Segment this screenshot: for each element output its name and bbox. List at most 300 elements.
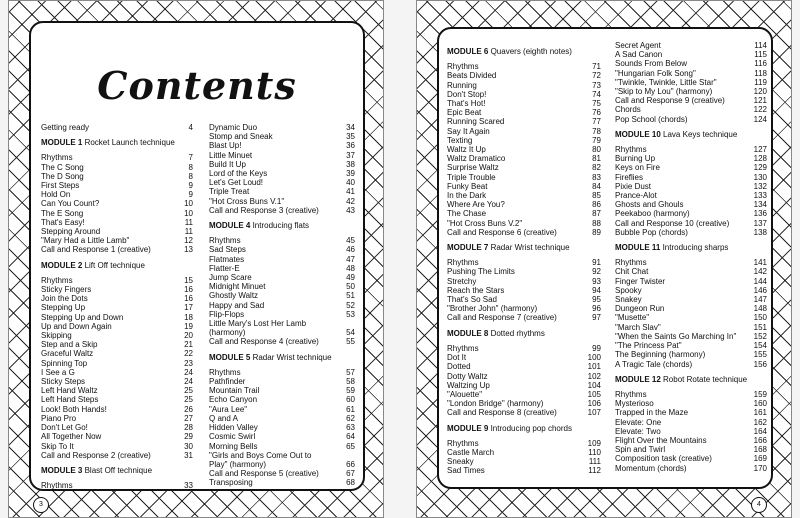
left-contents-panel [29, 21, 365, 491]
contents-entry [447, 71, 601, 80]
entry-page-number: 10 [184, 199, 193, 209]
entry-page-number: 166 [753, 435, 767, 445]
entry-page-number: 26 [184, 404, 193, 414]
entry-page-number: 97 [592, 313, 601, 323]
contents-entry [209, 319, 355, 328]
entry-title: Graceful Waltz [41, 349, 94, 359]
contents-entry [209, 469, 355, 478]
entry-title: Rhythms [447, 62, 479, 72]
module-number: MODULE 11 [615, 243, 661, 253]
contents-entry [41, 340, 193, 349]
module-number: MODULE 4 [209, 221, 251, 231]
entry-page-number: 132 [753, 181, 767, 191]
entry-page-number: 48 [346, 263, 355, 273]
entry-title: Little Mary's Lost Her Lamb [209, 319, 307, 329]
entry-title: Call and Response 6 (creative) [447, 227, 557, 237]
entry-title: Elevate: Two [615, 426, 661, 436]
contents-entry [209, 236, 355, 245]
entry-title: Prance-Alot [615, 191, 657, 201]
entry-page-number: 112 [588, 466, 601, 476]
entry-title: "Skip to My Lou" (harmony) [615, 87, 713, 97]
entry-title: Getting ready [41, 123, 90, 132]
contents-entry [41, 153, 193, 162]
entry-title: Don't Stop! [447, 89, 487, 99]
entry-title: Waltz It Up [447, 145, 486, 155]
entry-page-number: 7 [188, 153, 193, 163]
entry-title: Look! Both Hands! [41, 404, 107, 414]
entry-title: Rhythms [41, 275, 73, 285]
entry-page-number: 68 [346, 478, 355, 488]
entry-page-number: 30 [184, 441, 193, 451]
contents-entry [41, 414, 193, 423]
contents-entry [615, 313, 767, 322]
contents-entry [209, 255, 355, 264]
entry-page-number: 36 [346, 141, 355, 151]
entry-page-number: 17 [184, 303, 193, 313]
entry-page-number: 4 [188, 123, 193, 132]
contents-entry [615, 454, 767, 463]
contents-entry [41, 199, 193, 208]
entry-page-number: 28 [184, 423, 193, 433]
contents-entry [615, 332, 767, 341]
contents-entry [447, 277, 601, 286]
entry-page-number: 85 [592, 191, 601, 201]
module-heading [447, 243, 601, 252]
contents-entry [41, 123, 193, 132]
contents-entry [209, 395, 355, 404]
contents-entry [209, 197, 355, 206]
entry-title: All Together Now [41, 432, 102, 442]
contents-entry [615, 219, 767, 228]
module-number: MODULE 1 [41, 138, 83, 148]
entry-page-number: 15 [184, 275, 193, 285]
entry-title: Sticky Steps [41, 377, 86, 387]
entry-title: Dot It [447, 353, 467, 363]
entry-page-number [351, 451, 355, 460]
entry-title: The Chase [447, 209, 487, 219]
entry-page-number: 127 [753, 145, 767, 155]
module-title: Radar Wrist technique [252, 352, 332, 362]
entry-title: Call and Response 7 (creative) [447, 313, 557, 323]
entry-page-number: 104 [587, 380, 601, 390]
contents-entry [447, 99, 601, 108]
entry-title: Rhythms [447, 258, 479, 268]
entry-page-number: 95 [592, 295, 601, 305]
entry-title: Sounds From Below [615, 59, 688, 69]
entry-page-number: 83 [592, 172, 601, 182]
module-title: Introducing sharps [662, 243, 729, 253]
contents-entry [209, 245, 355, 254]
entry-title: Chords [615, 105, 641, 115]
entry-title: The D Song [41, 171, 84, 181]
contents-entry [41, 405, 193, 414]
module-heading [447, 47, 601, 56]
contents-entry [41, 359, 193, 368]
contents-entry [41, 227, 193, 236]
contents-entry [447, 439, 601, 448]
entry-title: Call and Response 10 (creative) [615, 218, 730, 228]
entry-page-number: 31 [184, 450, 193, 460]
entry-title: Step and a Skip [41, 340, 98, 350]
entry-title: Sticky Fingers [41, 285, 92, 295]
entry-title: Elevate: One [615, 417, 662, 427]
module-heading [209, 221, 355, 230]
entry-page-number: 74 [592, 89, 601, 99]
entry-page-number: 106 [587, 399, 601, 409]
entry-title: "Aura Lee" [209, 404, 248, 414]
module-title: Quavers (eighth notes) [490, 47, 572, 56]
contents-entry [41, 349, 193, 358]
contents-entry [209, 123, 355, 132]
contents-entry [41, 245, 193, 254]
entry-title: Sad Times [447, 466, 485, 476]
contents-entry [447, 286, 601, 295]
entry-title: Keys on Fire [615, 163, 660, 173]
entry-page-number [351, 319, 355, 328]
contents-entry [615, 464, 767, 473]
entry-title: Spooky [615, 285, 642, 295]
entry-page-number: 142 [753, 267, 767, 277]
entry-page-number: 156 [753, 359, 767, 369]
module-heading [447, 329, 601, 338]
module-number: MODULE 3 [41, 465, 83, 475]
contents-entry [447, 173, 601, 182]
entry-title: Build It Up [209, 159, 246, 169]
contents-entry [447, 108, 601, 117]
entry-title: Call and Response 5 (creative) [209, 469, 319, 479]
entry-page-number: 114 [754, 41, 767, 50]
entry-page-number: 111 [588, 457, 601, 467]
entry-page-number: 81 [592, 154, 601, 164]
entry-page-number: 19 [184, 321, 193, 331]
contents-entry [209, 151, 355, 160]
contents-entry [447, 117, 601, 126]
entry-page-number: 52 [346, 300, 355, 310]
entry-title: Running Scared [447, 117, 505, 127]
contents-entry [447, 81, 601, 90]
entry-page-number: 9 [188, 190, 193, 200]
entry-title: Texting [447, 135, 473, 145]
entry-page-number: 118 [754, 68, 767, 78]
entry-title: Dungeon Run [615, 304, 665, 314]
contents-entry [447, 191, 601, 200]
entry-title: Pixie Dust [615, 181, 652, 191]
left-page [8, 0, 384, 518]
entry-title: Epic Beat [447, 108, 482, 118]
entry-title: Play" (harmony) [209, 459, 267, 469]
contents-entry [615, 200, 767, 209]
entry-page-number: 79 [592, 135, 601, 145]
entry-page-number: 109 [587, 438, 601, 448]
module-heading [615, 243, 767, 252]
module-title: Radar Wrist technique [490, 243, 570, 253]
entry-page-number: 152 [753, 331, 767, 341]
entry-page-number: 50 [346, 282, 355, 292]
entry-page-number: 40 [346, 178, 355, 188]
entry-title: Sneaky [447, 457, 474, 467]
entry-title: Dynamic Duo [209, 123, 258, 132]
entry-title: Spinning Top [41, 358, 88, 368]
entry-page-number: 92 [592, 267, 601, 277]
entry-page-number: 39 [346, 169, 355, 179]
entry-page-number: 54 [346, 328, 355, 338]
entry-page-number: 45 [346, 236, 355, 246]
entry-page-number: 61 [346, 404, 355, 414]
entry-title: Left Hand Waltz [41, 386, 98, 396]
contents-entry [447, 209, 601, 218]
entry-title: Mysterioso [615, 399, 654, 409]
contents-entry [447, 362, 601, 371]
entry-page-number: 64 [346, 432, 355, 442]
entry-page-number: 22 [184, 349, 193, 359]
entry-title: Finger Twister [615, 276, 666, 286]
entry-page-number: 89 [592, 227, 601, 237]
module-heading [209, 353, 355, 362]
entry-page-number: 160 [753, 399, 767, 409]
entry-page-number: 128 [753, 154, 767, 164]
contents-entry [41, 209, 193, 218]
entry-title: Say It Again [447, 126, 490, 136]
contents-entry [447, 457, 601, 466]
entry-page-number: 82 [592, 163, 601, 173]
entry-title: A Tragic Tale (chords) [615, 359, 693, 369]
entry-page-number: 62 [346, 413, 355, 423]
entry-title: Castle March [447, 447, 495, 457]
entry-title: Let's Get Loud! [209, 178, 264, 188]
contents-entry [209, 273, 355, 282]
contents-entry [41, 285, 193, 294]
entry-title: Triple Treat [209, 187, 250, 197]
contents-entry [447, 313, 601, 322]
entry-title: Stepping Around [41, 227, 101, 237]
entry-title: Trapped in the Maze [615, 408, 689, 418]
contents-entry [615, 154, 767, 163]
entry-page-number: 115 [754, 50, 767, 60]
entry-page-number: 25 [184, 386, 193, 396]
entry-title: That's So Sad [447, 295, 497, 305]
contents-entry [615, 286, 767, 295]
entry-title: In the Dark [447, 191, 487, 201]
contents-entry [209, 160, 355, 169]
contents-entry [209, 451, 355, 460]
contents-entry [209, 368, 355, 377]
module-title: Rocket Launch technique [84, 138, 175, 148]
entry-title: Transposing [209, 478, 253, 488]
entry-page-number: 53 [346, 309, 355, 319]
entry-title: Bubble Pop (chords) [615, 227, 688, 237]
entry-title: Ghosts and Ghouls [615, 200, 684, 210]
entry-page-number: 8 [188, 171, 193, 181]
entry-page-number: 99 [592, 343, 601, 353]
entry-page-number: 162 [753, 417, 767, 427]
contents-entry [209, 377, 355, 386]
entry-title: Stomp and Sneak [209, 132, 273, 142]
entry-title: Waltz Dramatico [447, 154, 506, 164]
contents-entry [447, 372, 601, 381]
entry-page-number: 161 [753, 408, 767, 418]
contents-entry [615, 258, 767, 267]
entry-title: Hold On [41, 190, 71, 200]
module-heading [41, 261, 193, 270]
entry-title: "Mary Had a Little Lamb" [41, 236, 130, 246]
entry-title: Stepping Up and Down [41, 312, 124, 322]
contents-entry [615, 50, 767, 59]
contents-entry [41, 181, 193, 190]
contents-entry [41, 294, 193, 303]
page-title: Contents [97, 63, 297, 108]
entry-page-number: 63 [346, 423, 355, 433]
entry-page-number: 58 [346, 377, 355, 387]
entry-title: "When the Saints Go Marching In" [615, 331, 737, 341]
module-title: Robot Rotate technique [663, 374, 748, 384]
entry-title: Flatter-E [209, 263, 240, 273]
contents-entry [615, 323, 767, 332]
entry-page-number: 168 [753, 445, 767, 455]
right-column-1 [447, 41, 601, 476]
module-title: Introducing pop chords [490, 423, 572, 433]
contents-entry [615, 304, 767, 313]
entry-title: Stepping Up [41, 303, 86, 313]
entry-title: Triple Trouble [447, 172, 496, 182]
contents-entry [209, 337, 355, 346]
entry-title: "Twinkle, Twinkle, Little Star" [615, 77, 717, 87]
entry-title: That's Easy! [41, 217, 85, 227]
entry-title: Little Minuet [209, 150, 253, 160]
contents-entry [615, 228, 767, 237]
entry-page-number: 37 [346, 150, 355, 160]
entry-page-number: 169 [753, 454, 767, 464]
contents-entry [447, 163, 601, 172]
entry-title: Dotty Waltz [447, 371, 488, 381]
entry-title: Rhythms [41, 153, 73, 163]
entry-title: Echo Canyon [209, 395, 258, 405]
contents-entry [447, 295, 601, 304]
entry-page-number: 21 [184, 340, 193, 350]
contents-entry [447, 62, 601, 71]
entry-title: Mountain Trail [209, 386, 260, 396]
entry-page-number: 12 [184, 236, 193, 246]
contents-entry [209, 414, 355, 423]
entry-page-number: 155 [753, 350, 767, 360]
contents-entry [41, 190, 193, 199]
contents-entry [615, 96, 767, 105]
contents-entry [209, 282, 355, 291]
contents-entry [447, 399, 601, 408]
left-column-1 [41, 123, 193, 490]
contents-entry [209, 442, 355, 451]
entry-page-number: 25 [184, 395, 193, 405]
contents-entry [41, 432, 193, 441]
contents-entry [41, 313, 193, 322]
contents-entry [41, 303, 193, 312]
contents-entry [209, 405, 355, 414]
contents-entry [447, 344, 601, 353]
entry-title: Spin and Twirl [615, 445, 666, 455]
module-number: MODULE 7 [447, 243, 489, 253]
entry-page-number: 124 [753, 114, 767, 124]
contents-entry [615, 145, 767, 154]
contents-entry [615, 390, 767, 399]
entry-page-number: 71 [592, 62, 601, 72]
contents-entry [447, 258, 601, 267]
entry-page-number: 8 [188, 162, 193, 172]
contents-entry [447, 219, 601, 228]
contents-entry [41, 451, 193, 460]
contents-entry [209, 169, 355, 178]
entry-page-number: 16 [184, 285, 193, 295]
entry-title: Composition task (creative) [615, 454, 712, 464]
entry-page-number: 87 [592, 209, 601, 219]
entry-page-number: 147 [753, 295, 767, 305]
contents-entry [41, 395, 193, 404]
entry-page-number: 51 [346, 291, 355, 301]
page-number: 4 [751, 497, 767, 513]
entry-title: The E Song [41, 208, 84, 218]
entry-page-number: 10 [184, 208, 193, 218]
entry-title: "Hot Cross Buns V.1" [209, 196, 285, 206]
entry-page-number: 137 [753, 218, 767, 228]
entry-title: Snakey [615, 295, 642, 305]
entry-title: Call and Response 9 (creative) [615, 96, 725, 106]
entry-page-number: 96 [592, 304, 601, 314]
entry-page-number: 72 [592, 71, 601, 81]
entry-title: Don't Let Go! [41, 423, 88, 433]
entry-page-number: 11 [184, 217, 193, 227]
entry-page-number: 13 [184, 245, 193, 255]
entry-title: Chit Chat [615, 267, 649, 277]
contents-entry [41, 331, 193, 340]
entry-title: (harmony) [209, 328, 246, 338]
entry-page-number: 141 [753, 258, 767, 268]
entry-title: That's Hot! [447, 99, 486, 109]
entry-page-number: 105 [587, 389, 601, 399]
entry-title: Rhythms [447, 438, 479, 448]
entry-page-number: 134 [753, 200, 767, 210]
entry-page-number: 88 [592, 218, 601, 228]
contents-entry [447, 200, 601, 209]
entry-page-number: 148 [753, 304, 767, 314]
entry-page-number: 110 [588, 447, 601, 457]
entry-title: Beats Divided [447, 71, 497, 81]
entry-page-number: 121 [753, 96, 767, 106]
entry-page-number: 42 [346, 196, 355, 206]
entry-title: Rhythms [615, 258, 647, 268]
entry-page-number: 49 [346, 273, 355, 283]
entry-page-number: 33 [184, 481, 193, 491]
entry-title: "London Bridge" (harmony) [447, 399, 544, 409]
entry-page-number: 35 [346, 132, 355, 142]
contents-entry [41, 386, 193, 395]
entry-title: Join the Dots [41, 294, 88, 304]
entry-title: Hidden Valley [209, 423, 258, 433]
contents-entry [447, 390, 601, 399]
entry-page-number: 107 [587, 408, 601, 418]
entry-title: Momentum (chords) [615, 463, 687, 473]
contents-entry [615, 277, 767, 286]
entry-title: Where Are You? [447, 200, 505, 210]
contents-entry [615, 173, 767, 182]
module-title: Lift Off technique [84, 260, 145, 270]
entry-title: "Musette" [615, 313, 650, 323]
entry-page-number: 94 [592, 285, 601, 295]
entry-page-number: 164 [753, 426, 767, 436]
contents-entry [209, 460, 355, 469]
right-column-2 [615, 41, 767, 473]
contents-entry [447, 136, 601, 145]
contents-entry [615, 418, 767, 427]
entry-page-number: 65 [346, 441, 355, 451]
contents-entry [41, 322, 193, 331]
